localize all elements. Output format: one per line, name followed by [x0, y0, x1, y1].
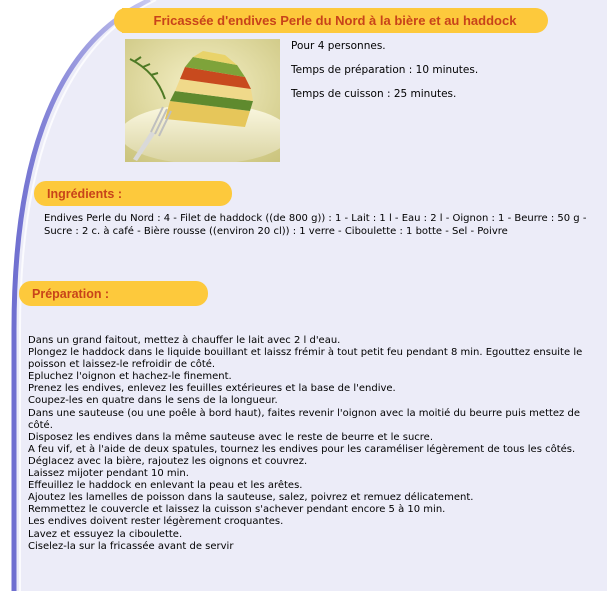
recipe-title: Fricassée d'endives Perle du Nord à la bière et au haddock — [153, 13, 517, 28]
cook-time-text: Temps de cuisson : 25 minutes. — [291, 88, 457, 100]
preparation-step: Coupez-les en quatre dans le sens de la longueur. — [28, 395, 278, 407]
servings-text: Pour 4 personnes. — [291, 40, 386, 52]
ingredients-heading-bar — [34, 181, 232, 206]
preparation-step: Dans une sauteuse (ou une poêle à bord haut), faites revenir l'oignon avec la moitié du beurre puis mettez de côté. — [28, 407, 580, 431]
prep-time-text: Temps de préparation : 10 minutes. — [291, 64, 479, 76]
preparation-heading: Préparation : — [32, 287, 110, 301]
preparation-step: Epluchez l'oignon et hachez-le finement. — [28, 371, 232, 383]
recipe-meta — [291, 40, 478, 112]
preparation-step: Plongez le haddock dans le liquide bouillant et laissz frémir à tout petit feu pendant 8 min. Egouttez ensuite le poisson et laissez-le refroidir de côté. — [28, 347, 583, 371]
preparation-step: Lavez et essuyez la ciboulette. — [28, 528, 183, 540]
preparation-step: Ciselez-la sur la fricassée avant de servir — [28, 540, 234, 552]
preparation-step: Effeuillez le haddock en enlevant la peau et les arêtes. — [28, 480, 303, 492]
preparation-step: Disposez les endives dans la même sauteuse avec le reste de beurre et le sucre. — [28, 431, 434, 443]
preparation-step: Remmettez le couvercle et laissez la cuisson s'achever pendant encore 5 à 10 min. — [28, 504, 446, 516]
recipe-photo — [125, 39, 280, 162]
preparation-step: Prenez les endives, enlevez les feuilles extérieures et la base de l'endive. — [28, 383, 396, 395]
recipe-title-bar — [122, 8, 548, 33]
dish-image — [125, 39, 280, 162]
preparation-step: A feu vif, et à l'aide de deux spatules, tournez les endives pour les caraméliser légèrement de tous les côtés. — [28, 443, 576, 455]
preparation-heading-bar — [19, 281, 208, 306]
preparation-step: Ajoutez les lamelles de poisson dans la sauteuse, salez, poivrez et remuez délicatement. — [28, 492, 474, 504]
ingredients-text: Endives Perle du Nord : 4 - Filet de haddock ((de 800 g)) : 1 - Lait : 1 l - Eau : 2 l - Oignon : 1 - Beurre : 50 g - Sucre : 2 c. à café - Bière rousse ((environ 20 cl)) : 1 verre - Ciboulette : 1 botte - Sel - Poivre — [44, 213, 587, 237]
preparation-step: Dans un grand faitout, mettez à chauffer le lait avec 2 l d'eau. — [28, 335, 341, 346]
ingredients-heading: Ingrédients : — [47, 187, 123, 201]
preparation-step: Laissez mijoter pendant 10 min. — [28, 468, 189, 480]
preparation-steps — [28, 335, 600, 553]
preparation-step: Déglacez avec la bière, rajoutez les oignons et couvrez. — [28, 455, 308, 467]
preparation-step: Les endives doivent rester légèrement croquantes. — [28, 516, 284, 528]
